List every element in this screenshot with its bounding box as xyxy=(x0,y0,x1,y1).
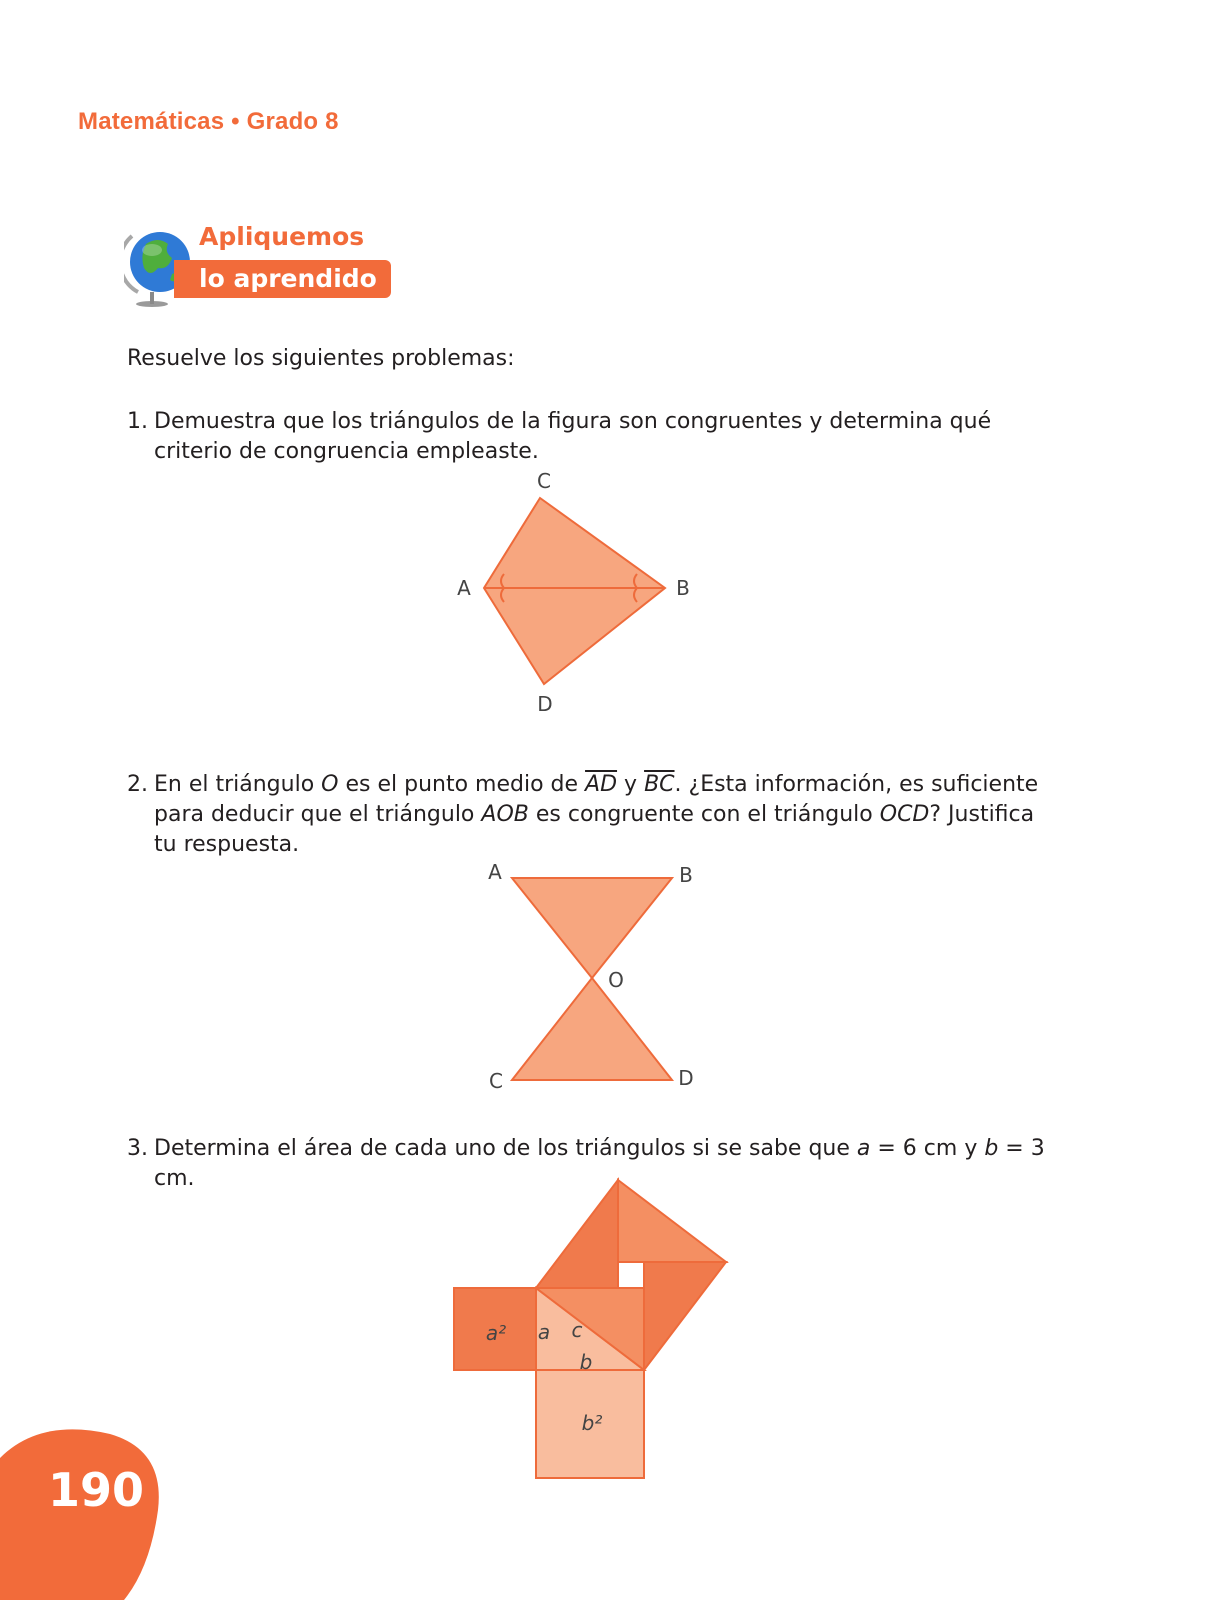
page-number: 190 xyxy=(48,1463,145,1517)
problem-number: 3. xyxy=(127,1136,148,1161)
badge-label-line2: lo aprendido xyxy=(174,260,391,298)
section-badge xyxy=(124,222,394,308)
label-a: a xyxy=(537,1320,551,1344)
triangle-aob xyxy=(512,878,672,978)
vertex-label-c: C xyxy=(489,1069,503,1093)
vertex-label-b: B xyxy=(679,863,693,887)
math-var: O xyxy=(321,772,339,797)
segment-ad: $\overline{AD}$ xyxy=(585,772,618,797)
problem-number: 2. xyxy=(127,772,148,797)
vertex-label-a: A xyxy=(457,576,471,600)
math-var: OCD xyxy=(879,802,930,827)
problem-2 xyxy=(127,770,1047,860)
label-b: b xyxy=(579,1350,593,1374)
bowtie-figure xyxy=(480,858,720,1098)
problem-1 xyxy=(127,407,1047,467)
math-var: AOB xyxy=(481,802,529,827)
c-square-tri-3 xyxy=(644,1262,726,1370)
vertex-label-a: A xyxy=(488,860,502,884)
kite-figure xyxy=(440,462,720,722)
problem-text: Determina el área de cada uno de los triángulos si se sabe que a = 6 cm y b = 3 cm. xyxy=(154,1136,1045,1191)
badge-label-line1: Apliquemos xyxy=(199,222,365,251)
vertex-label-o: O xyxy=(608,968,624,992)
page-header: Matemáticas • Grado 8 xyxy=(78,108,339,135)
math-var: b xyxy=(984,1136,999,1161)
label-a-squared: a² xyxy=(485,1321,507,1345)
triangle-ocd xyxy=(512,978,672,1080)
math-var: a xyxy=(856,1136,871,1161)
label-c: c xyxy=(571,1318,583,1342)
pythagorean-figure xyxy=(440,1170,740,1490)
vertex-label-d: D xyxy=(678,1066,694,1090)
vertex-label-b: B xyxy=(676,576,690,600)
vertex-label-c: C xyxy=(537,469,551,493)
c-square-tri-1 xyxy=(536,1180,618,1288)
problem-text: Demuestra que los triángulos de la figura son congruentes y determina qué criterio de congruencia empleaste. xyxy=(154,409,992,464)
label-b-squared: b² xyxy=(581,1411,603,1435)
instructions: Resuelve los siguientes problemas: xyxy=(127,346,515,371)
problem-text: En el triángulo O es el punto medio de $\overline{AD}$ y $\overline{BC}$. ¿Esta información, es suficiente para deducir que el triángulo AOB es congruente con el triángulo OCD? Justifica tu respuesta. xyxy=(154,772,1039,857)
kite-shape xyxy=(484,498,665,684)
problem-number: 1. xyxy=(127,409,148,434)
vertex-label-d: D xyxy=(537,692,553,716)
c-square-tri-2 xyxy=(618,1180,726,1262)
segment-bc: $\overline{BC}$ xyxy=(644,772,675,797)
inner-square xyxy=(618,1262,644,1288)
